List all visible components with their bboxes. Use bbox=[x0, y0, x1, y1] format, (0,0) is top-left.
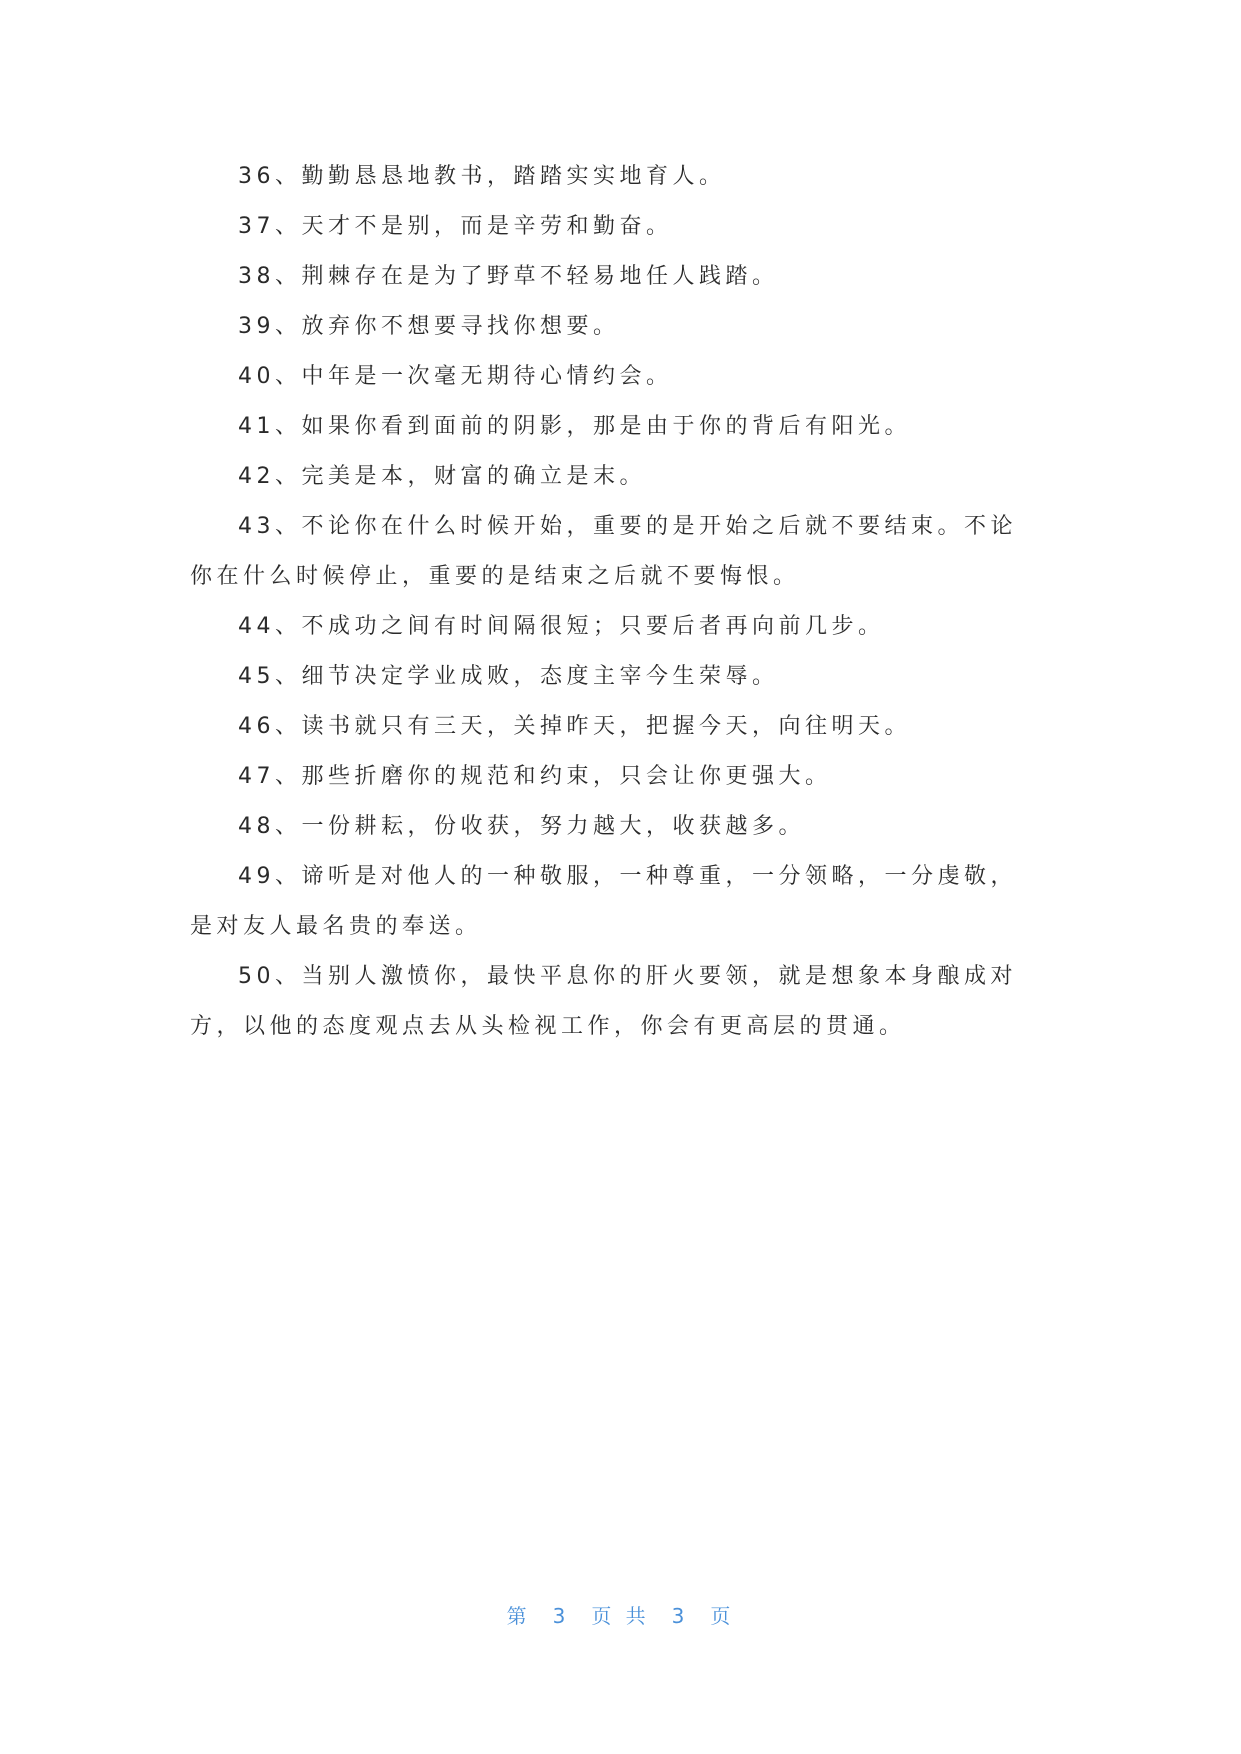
page-footer bbox=[0, 1600, 1241, 1629]
footer-current-page: 3 bbox=[552, 1604, 570, 1628]
paragraph-41: 41、如果你看到面前的阴影，那是由于你的背后有阳光。 bbox=[238, 414, 911, 439]
paragraph-50: 50、当别人激愤你，最快平息你的肝火要领，就是想象本身酿成对方，以他的态度观点去从头检视工作，你会有更高层的贯通。 bbox=[190, 964, 1017, 1039]
footer-total-pages: 3 bbox=[671, 1604, 689, 1628]
paragraph-46: 46、读书就只有三天，关掉昨天，把握今天，向往明天。 bbox=[238, 714, 911, 739]
footer-suffix: 页 bbox=[710, 1604, 735, 1628]
paragraph-39: 39、放弃你不想要寻找你想要。 bbox=[238, 314, 620, 339]
paragraph-44: 44、不成功之间有时间隔很短；只要后者再向前几步。 bbox=[238, 614, 885, 639]
paragraph-45: 45、细节决定学业成败，态度主宰今生荣辱。 bbox=[238, 664, 779, 689]
paragraph-42: 42、完美是本，财富的确立是末。 bbox=[238, 464, 646, 489]
paragraph-37: 37、天才不是别，而是辛劳和勤奋。 bbox=[238, 214, 673, 239]
footer-middle: 页 共 bbox=[591, 1604, 650, 1628]
paragraph-47: 47、那些折磨你的规范和约束，只会让你更强大。 bbox=[238, 764, 832, 789]
paragraph-48: 48、一份耕耘，份收获，努力越大，收获越多。 bbox=[238, 814, 805, 839]
document-body bbox=[190, 152, 1042, 1052]
paragraph-38: 38、荆棘存在是为了野草不轻易地任人践踏。 bbox=[238, 264, 779, 289]
footer-prefix: 第 bbox=[506, 1604, 531, 1628]
paragraph-40: 40、中年是一次毫无期待心情约会。 bbox=[238, 364, 673, 389]
paragraph-49: 49、谛听是对他人的一种敬服，一种尊重，一分领略，一分虔敬，是对友人最名贵的奉送。 bbox=[190, 864, 1017, 939]
paragraph-36: 36、勤勤恳恳地教书，踏踏实实地育人。 bbox=[238, 164, 726, 189]
paragraph-43: 43、不论你在什么时候开始，重要的是开始之后就不要结束。不论你在什么时候停止，重要的是结束之后就不要悔恨。 bbox=[190, 514, 1017, 589]
